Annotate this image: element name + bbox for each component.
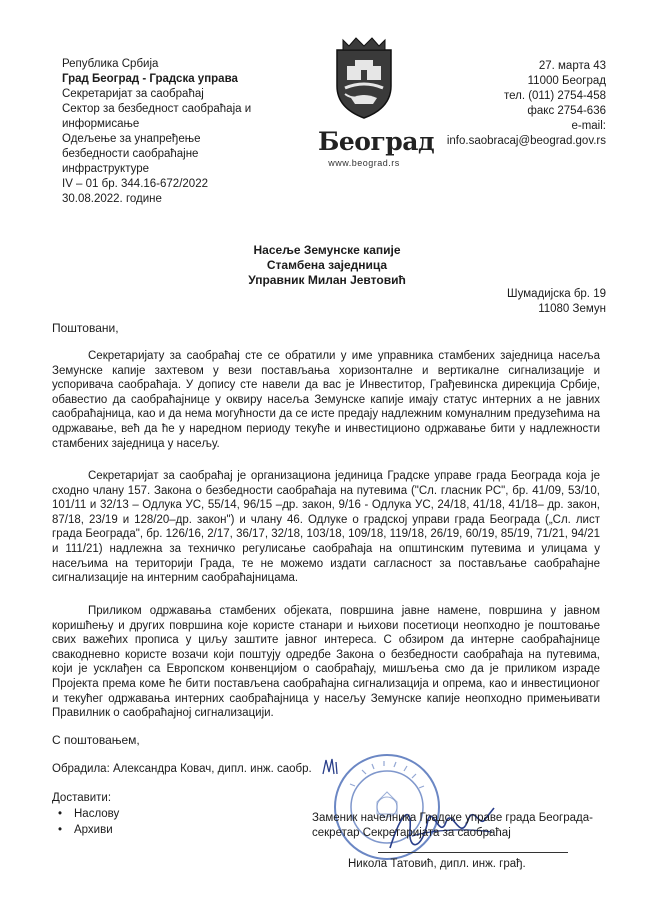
department-line1: Одељење за унапређење	[62, 133, 201, 145]
list-item: • Архиви	[74, 822, 119, 838]
sector-name-line1: Сектор за безбедност саобраћаја и	[62, 103, 252, 115]
recipient-line2: Стамбена заједница	[266, 258, 388, 272]
postal-city: 11000 Београд	[527, 75, 606, 87]
email-label: e-mail:	[571, 120, 606, 132]
signatory-title-line1: Заменик начелника Градске управе града Београда-	[312, 812, 593, 824]
signatory-title-line2: секретар Секретаријата за саобраћај	[312, 827, 511, 839]
belgrade-coat-of-arms-icon	[333, 36, 395, 120]
sender-block	[62, 57, 292, 207]
reference-number: IV – 01 бр. 344.16-672/2022	[62, 178, 208, 190]
belgrade-logo	[318, 36, 435, 186]
city-administration: Град Београд - Градска управа	[62, 73, 238, 85]
department-line3: инфраструктуре	[62, 163, 150, 175]
recipient-street: Шумадијска бр. 19	[507, 288, 606, 300]
recipient-block	[0, 243, 654, 288]
body-paragraph-3	[52, 604, 600, 721]
secretariat-name: Секретаријат за саобраћај	[62, 88, 204, 100]
paragraph-text: Секретаријату за саобраћај сте се обратили у име управника стамбених заједница насеља Земунске капије захтевом у вези постављања хоризонталне и вертикалне сигнализације и успоривача саобраћаја. У допису сте навели да вас је Инвеститор, Грађевинска дирекција Србије, обавестио да саобраћајнице у оквиру насеља Земунске капије имају статус интерних а не јавних саобраћајница, као и да нема могућности да се исте предају надлежним комуналним предузећима на одржавање, већ да ће у наредном периоду текуће и инвестиционо одржавање бити у надлежности стамбених заједница у насељу.	[52, 350, 600, 450]
contact-block	[447, 59, 606, 149]
greeting: Поштовани,	[52, 321, 119, 335]
prepared-by: Обрадила: Александра Ковач, дипл. инж. саобр.	[52, 763, 312, 775]
signature-line	[378, 852, 568, 853]
delivery-list	[52, 790, 119, 838]
logo-wordmark: Београд	[318, 127, 435, 156]
fax-number: факс 2754-636	[527, 105, 606, 117]
signatory-title	[312, 811, 612, 841]
country-name: Република Србија	[62, 58, 159, 70]
phone-number: тел. (011) 2754-458	[503, 90, 606, 102]
document-date: 30.08.2022. године	[62, 193, 162, 205]
email-address: info.saobracaj@beograd.gov.rs	[446, 135, 606, 147]
street-address: 27. марта 43	[538, 60, 606, 72]
body-paragraph-2	[52, 469, 600, 586]
paragraph-text: Секретаријат за саобраћај је организациона јединица Градске управе града Београда која је сходно члану 157. Закона о безбедности саобраћаја на путевима ("Сл. гласник РС", бр. 41/09, 53/10, 101/11 и 32/13 – Одлука УС, 55/14, 96/15 –др. закон, 9/16 - Одлука УС, 24/18, 41/18, 41/18– др. закон, 87/18, 23/19 и 128/20–др. закон") и члану 46. Одлуке о градској управи града Београда („Сл. лист града Београда", бр. 126/16, 2/17, 36/17, 32/18, 103/18, 109/18, 119/18, 26/19, 60/19, 85/19, 71/21, 94/21 и 111/21) надлежна за техничко регулисање саобраћаја на општинским путевима и улицама у насељима на територији Града, те не можемо издати сагласност за постављање саобраћајне сигнализације на интерним саобраћајницама.	[52, 470, 600, 585]
recipient-address	[507, 287, 606, 317]
logo-website: www.beograd.rs	[328, 158, 400, 168]
closing-salutation: С поштовањем,	[52, 733, 140, 747]
department-line2: безбедности саобраћајне	[62, 148, 199, 160]
recipient-line1: Насеље Земунске капије	[253, 243, 401, 257]
sector-name-line2: информисање	[62, 118, 140, 130]
recipient-postal: 11080 Земун	[538, 303, 606, 315]
delivery-label: Доставити:	[52, 792, 112, 804]
body-paragraph-1	[52, 349, 600, 451]
list-item: • Наслову	[74, 806, 119, 822]
signatory-name: Никола Татовић, дипл. инж. грађ.	[348, 858, 526, 870]
recipient-line3: Управник Милан Јевтовић	[248, 273, 406, 287]
paragraph-text: Приликом одржавања стамбених објеката, површина јавне намене, површина у јавном коришћењу и других површина које користе станари и њихови посетиоци неопходно је поштовање свих важећих прописа у циљу заштите јавног интереса. С обзиром да интерне саобраћајнице свакодневно користе возачи који поштују одредбе Закона о безбедности саобраћаја на путевима, који је усклађен са Европском конвенцијом о саобраћају, мишљења смо да је приликом израде Пројекта према коме ће бити постављена саобраћајна сигнализација и опрема, као и инвестиционог и текућег одржавања интерних саобраћајница у насељу Земунске капије неопходно примењивати Правилник о саобраћајној сигнализацији.	[52, 605, 600, 720]
